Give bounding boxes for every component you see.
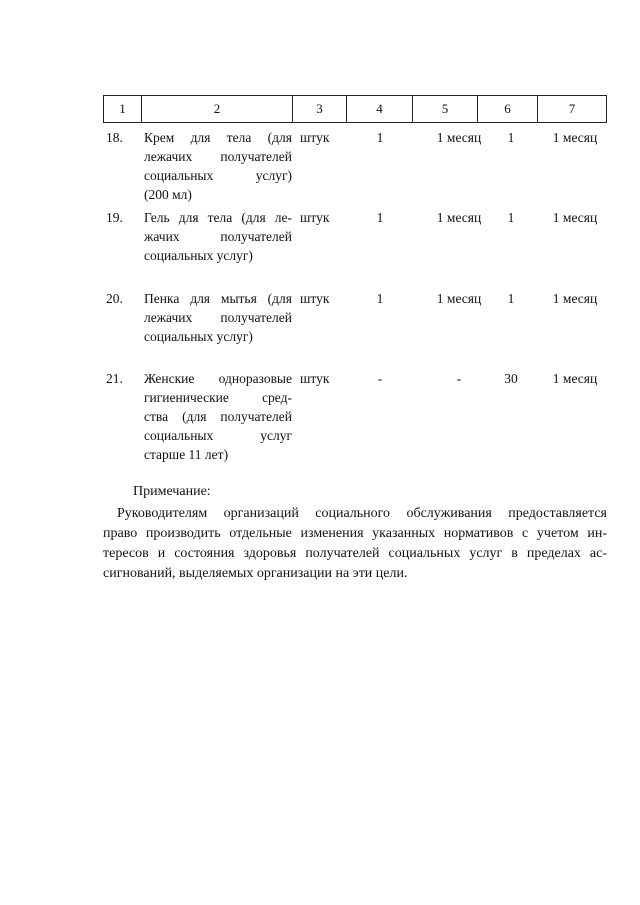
item-name-line: социальных услуг) <box>144 248 253 263</box>
quantity-cell: 1 <box>376 210 384 225</box>
unit-cell: штук <box>300 291 330 306</box>
period-cell-2: 1 месяц <box>552 130 598 145</box>
item-name-line: Крем для тела (для <box>144 130 292 145</box>
item-name-line: социальных услуг) <box>144 329 253 344</box>
item-name-line: социальных услуг <box>144 428 292 443</box>
quantity-cell-2: 1 <box>507 130 515 145</box>
row-number: 19. <box>106 210 123 225</box>
period-cell: - <box>456 371 462 386</box>
header-cell-2: 2 <box>213 101 221 116</box>
note-body <box>103 504 607 584</box>
note-line: сигнований, выделяемых организации на эти цели. <box>103 566 408 581</box>
note-line: Руководителям организаций социального обслуживания предоставляется <box>117 506 607 521</box>
item-name <box>144 208 292 265</box>
header-cell-7: 7 <box>568 101 576 116</box>
header-cell-1: 1 <box>119 101 126 116</box>
row-number: 20. <box>106 291 123 306</box>
quantity-cell-2: 30 <box>504 371 518 386</box>
period-cell: 1 месяц <box>436 210 482 225</box>
note-title: Примечание: <box>133 484 211 499</box>
unit-cell: штук <box>300 371 330 386</box>
period-cell: 1 месяц <box>436 130 482 145</box>
table-header-row <box>103 95 607 123</box>
item-name <box>144 128 292 204</box>
item-name-line: гигиенические сред- <box>144 390 292 405</box>
quantity-cell-2: 1 <box>507 291 515 306</box>
item-name-line: старше 11 лет) <box>144 447 229 462</box>
item-name-line: Пенка для мытья (для <box>144 291 292 306</box>
period-cell-2: 1 месяц <box>552 291 598 306</box>
item-name-line: лежачих получателей <box>144 149 292 164</box>
item-name-line: лежачих получателей <box>144 310 292 325</box>
quantity-cell: 1 <box>376 130 384 145</box>
row-number: 18. <box>106 130 123 145</box>
item-name-line: (200 мл) <box>144 187 192 202</box>
period-cell-2: 1 месяц <box>552 371 598 386</box>
note-line: право производить отдельные изменения указанных нормативов с учетом ин- <box>103 526 607 541</box>
item-name-line: жачих получателей <box>144 229 292 244</box>
header-cell-5: 5 <box>441 101 449 116</box>
header-cell-3: 3 <box>316 101 323 116</box>
item-name <box>144 289 292 346</box>
item-name <box>144 369 292 464</box>
unit-cell: штук <box>300 210 330 225</box>
period-cell-2: 1 месяц <box>552 210 598 225</box>
quantity-cell: 1 <box>376 291 384 306</box>
header-cell-6: 6 <box>504 101 511 116</box>
period-cell: 1 месяц <box>436 291 482 306</box>
row-number: 21. <box>106 371 123 386</box>
item-name-line: Гель для тела (для ле- <box>144 210 292 225</box>
item-name-line: ства (для получателей <box>144 409 292 424</box>
item-name-line: социальных услуг) <box>144 168 292 183</box>
header-cell-4: 4 <box>376 101 383 116</box>
quantity-cell: - <box>377 371 383 386</box>
note-line: тересов и состояния здоровья получателей социальных услуг в пределах ас- <box>103 546 607 561</box>
unit-cell: штук <box>300 130 330 145</box>
item-name-line: Женские одноразовые <box>144 371 292 386</box>
quantity-cell-2: 1 <box>507 210 515 225</box>
